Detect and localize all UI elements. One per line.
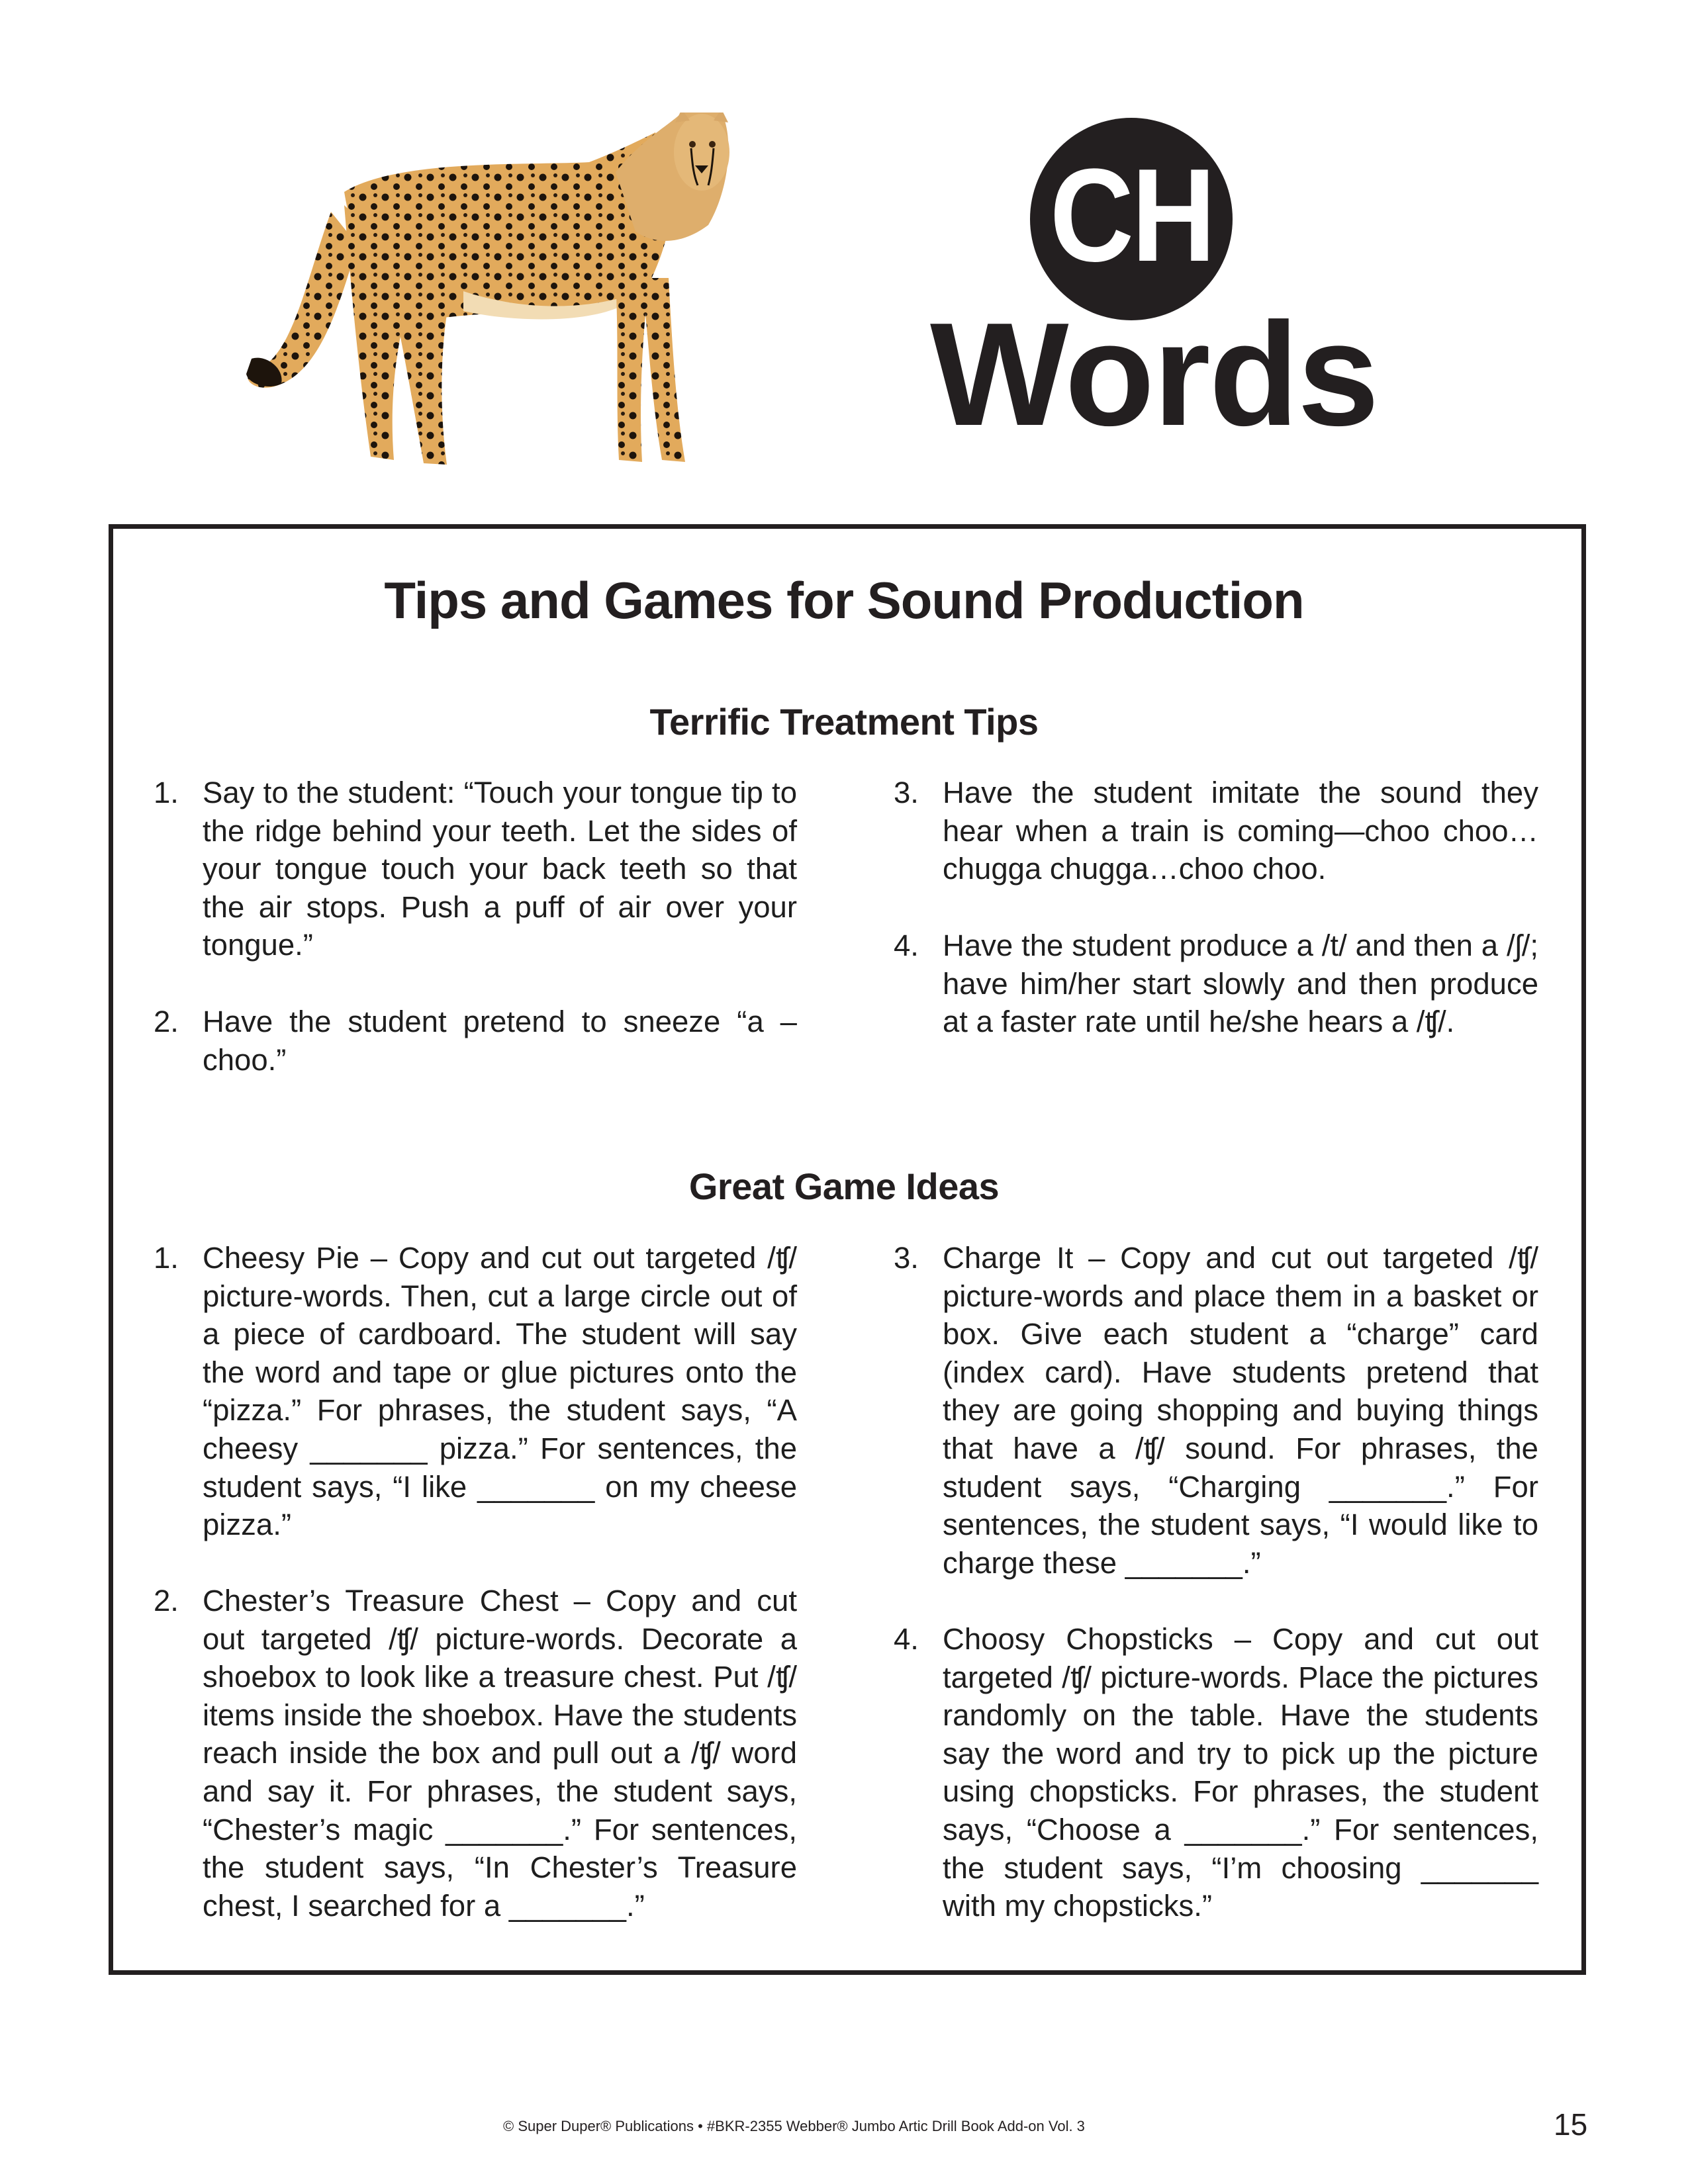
game-text: Choosy Chopsticks – Copy and cut out targeted /ʧ/ picture-words. Place the pictures randomly on the table. Have the students say the word and try to pick up the picture using chopsticks. For phrases, the student says, “Choose a _______.” For sentences, the student says, “I’m choosing _______ with my chopsticks.” bbox=[943, 1622, 1538, 1923]
game-number: 3. bbox=[894, 1241, 919, 1275]
box-title: Tips and Games for Sound Production bbox=[384, 571, 1304, 629]
footer-credit: © Super Duper® Publications • #BKR-2355 Webber® Jumbo Artic Drill Book Add-on Vol. 3 bbox=[503, 2118, 1085, 2134]
page-heading: Words bbox=[930, 293, 1378, 457]
cheetah-image bbox=[245, 113, 748, 470]
game-text: Cheesy Pie – Copy and cut out targeted /ʧ/ picture-words. Then, cut a large circle out of a piece of cardboard. The student will say the word and tape or glue pictures onto the “pizza.” For phrases, the student says, “A cheesy _______ pizza.” For sentences, the student says, “I like _______ on my cheese pizza.” bbox=[203, 1241, 797, 1542]
tip-number: 4. bbox=[894, 929, 919, 962]
game-text: Charge It – Copy and cut out targeted /ʧ/ picture-words and place them in a basket or box. Give each student a “charge” card (index card). Have students pretend that they are going shopping and buying things that have a /ʧ/ sound. For phrases, the student says, “Charging _______.” For sentences, the student says, “I would like to charge these _______.” bbox=[943, 1241, 1538, 1580]
tip-text: Have the student imitate the sound they hear when a train is coming—choo choo… chugga chugga…choo choo. bbox=[943, 776, 1538, 886]
tips-section-heading: Terrific Treatment Tips bbox=[649, 701, 1039, 743]
page-number: 15 bbox=[1554, 2107, 1588, 2142]
tip-number: 1. bbox=[154, 776, 179, 809]
tip-number: 3. bbox=[894, 776, 919, 809]
tip-text: Have the student pretend to sneeze “a – choo.” bbox=[203, 1005, 797, 1077]
ch-badge bbox=[1030, 118, 1233, 320]
game-number: 1. bbox=[154, 1241, 179, 1275]
tip-text: Say to the student: “Touch your tongue tip to the ridge behind your teeth. Let the sides of your tongue touch your back teeth so that the air stops. Push a puff of air over your tongue.” bbox=[203, 776, 797, 962]
game-text: Chester’s Treasure Chest – Copy and cut out targeted /ʧ/ picture-words. Decorate a shoebox to look like a treasure chest. Put /ʧ/ items inside the shoebox. Have the students reach inside the box and pull out a /ʧ/ word and say it. For phrases, the student says, “Chester’s magic _______.” For sentences, the student says, “In Chester’s Treasure chest, I searched for a _______.” bbox=[203, 1584, 797, 1923]
tip-number: 2. bbox=[154, 1005, 179, 1038]
game-number: 2. bbox=[154, 1584, 179, 1617]
badge-letters: CH bbox=[1049, 142, 1213, 289]
games-section-heading: Great Game Ideas bbox=[688, 1165, 1000, 1207]
game-number: 4. bbox=[894, 1622, 919, 1656]
tip-text: Have the student produce a /t/ and then a /ʃ/; have him/her start slowly and then produce at a faster rate until he/she hears a /ʧ/. bbox=[943, 929, 1538, 1039]
